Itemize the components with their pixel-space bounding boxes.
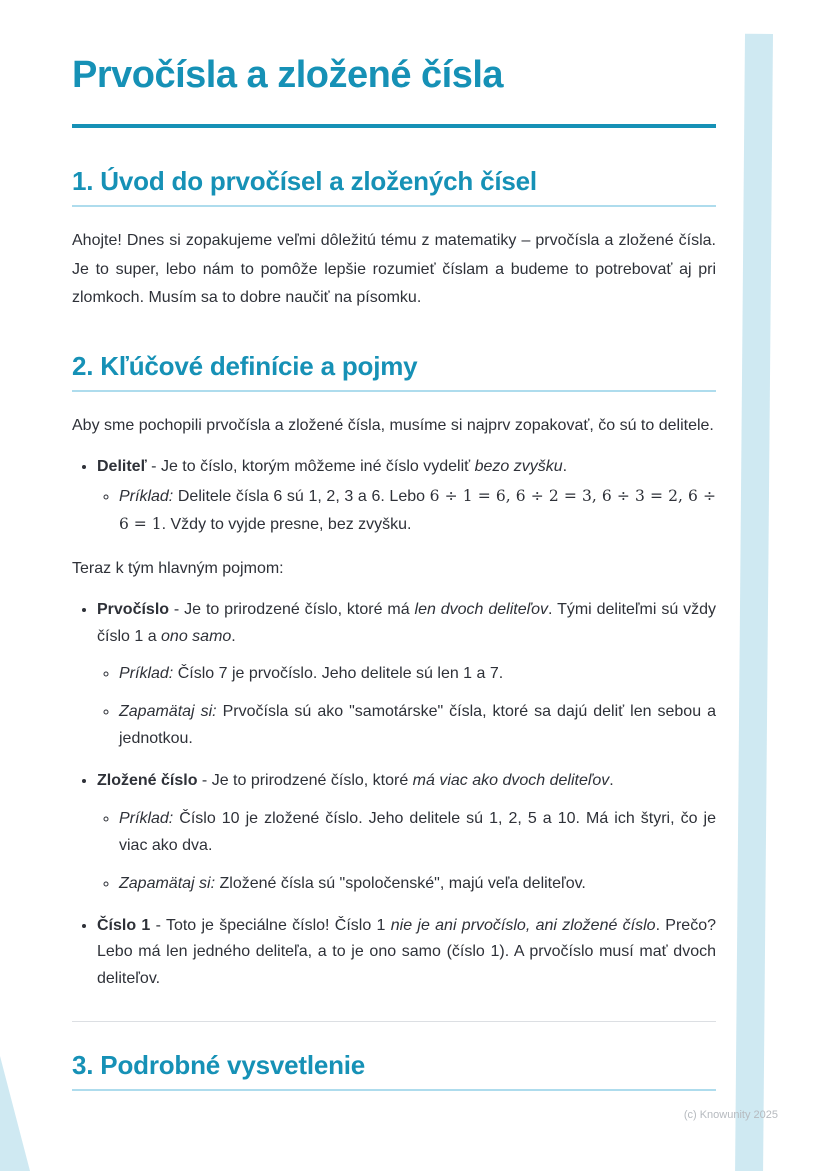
italic-text: nie je ani prvočíslo, ani zložené číslo (390, 916, 656, 934)
text: Zložené čísla sú "spoločenské", majú veľa deliteľov. (215, 874, 586, 892)
section-1-heading: 1. Úvod do prvočísel a zložených čísel (72, 165, 537, 196)
term-prvocislo (97, 597, 716, 753)
text: . Prečo? Lebo má len jedného deliteľa, a to je ono samo (číslo 1). A prvočíslo musí mať dvoch deliteľov. (97, 916, 717, 988)
text: Číslo 7 je prvočíslo. Jeho delitele sú len 1 a 7. (173, 665, 504, 683)
section-1-paragraph (72, 227, 716, 313)
text: - Je to prirodzené číslo, ktoré (197, 772, 413, 790)
footer-copyright: (c) Knowunity 2025 (683, 1109, 778, 1121)
text: Aby sme pochopili prvočísla a zložené čísla, musíme si najprv zopakovať, čo sú to delitele. (72, 417, 714, 435)
definition-delitel (97, 454, 716, 481)
zlozene-note (119, 871, 716, 898)
prvocislo-note (119, 699, 716, 753)
text: . (562, 458, 568, 476)
section-2-heading: 2. Kľúčové definície a pojmy (72, 351, 418, 382)
transition-paragraph (72, 555, 716, 584)
text: Delitele čísla 6 sú 1, 2, 3 a 6. Lebo (173, 488, 430, 506)
text: - Je to prirodzené číslo, ktoré má (169, 600, 415, 618)
title-rule (72, 124, 716, 128)
background-corner-fold (0, 1056, 30, 1171)
zlozene-sublist (97, 806, 716, 898)
text: Teraz k tým hlavným pojmom: (72, 559, 284, 577)
text: Číslo 10 je zložené číslo. Jeho delitele sú 1, 2, 5 a 10. Má ich štyri, čo je viac ako dva. (119, 809, 716, 854)
text: . Tými deliteľmi sú vždy číslo 1 a (97, 600, 717, 645)
section-3-heading: 3. Podrobné vysvetlenie (72, 1050, 366, 1081)
zlozene-example (119, 806, 716, 860)
italic-text: má viac ako dvoch deliteľov (412, 772, 610, 790)
term-cislo-1 (97, 913, 716, 994)
section-1-rule (72, 205, 716, 207)
bold-text: Prvočíslo (97, 600, 170, 618)
terms-list (72, 597, 716, 994)
definitions-list (72, 454, 716, 481)
italic-text: bezo zvyšku (474, 458, 563, 476)
section-divider (72, 1021, 716, 1022)
math-text: 6 ÷ 1 = 6, 6 ÷ 2 = 3, 6 ÷ 3 = 2, 6 ÷ 6 = 1 (119, 487, 716, 533)
text: Prvočísla sú ako "samotárske" čísla, ktoré sa dajú deliť len sebou a jednotkou. (119, 703, 717, 748)
text: - Toto je špeciálne číslo! Číslo 1 (150, 916, 391, 934)
italic-text: Zapamätaj si: (119, 874, 216, 892)
document-content (72, 0, 716, 1091)
background-side-stripe (735, 34, 773, 1171)
italic-text: ono samo (161, 627, 232, 645)
bold-text: Deliteľ (97, 458, 147, 476)
text: . (231, 627, 236, 645)
section-3-rule (72, 1089, 716, 1091)
text: . Vždy to vyjde presne, bez zvyšku. (161, 516, 412, 533)
term-zlozene-text (97, 772, 614, 789)
prvocislo-sublist (97, 661, 716, 753)
bold-text: Číslo 1 (97, 916, 151, 934)
prvocislo-example (119, 661, 716, 688)
text: - Je to číslo, ktorým môžeme iné číslo vydeliť (146, 458, 475, 476)
page-title: Prvočísla a zložené čísla (72, 54, 504, 96)
term-prvocislo-text (97, 601, 716, 645)
section-2-intro (72, 412, 716, 441)
bold-text: Zložené číslo (97, 772, 198, 790)
italic-text: Príklad: (119, 665, 174, 683)
italic-text: Zapamätaj si: (119, 703, 217, 721)
text: Ahojte! Dnes si zopakujeme veľmi dôležitú tému z matematiky – prvočísla a zložené čísla. Je to super, lebo nám to pomôže lepšie rozumieť číslam a budeme to potrebovať aj pri zlomkoch. Musím sa to dobre naučiť na písomku. (72, 231, 716, 307)
italic-text: len dvoch deliteľov (414, 600, 549, 618)
italic-text: Príklad: (119, 488, 174, 506)
delitel-example-list (72, 483, 716, 539)
delitel-example (119, 483, 716, 539)
italic-text: Príklad: (119, 809, 174, 827)
section-2-rule (72, 390, 716, 392)
text: . (609, 772, 614, 790)
term-zlozene-cislo (97, 768, 716, 898)
